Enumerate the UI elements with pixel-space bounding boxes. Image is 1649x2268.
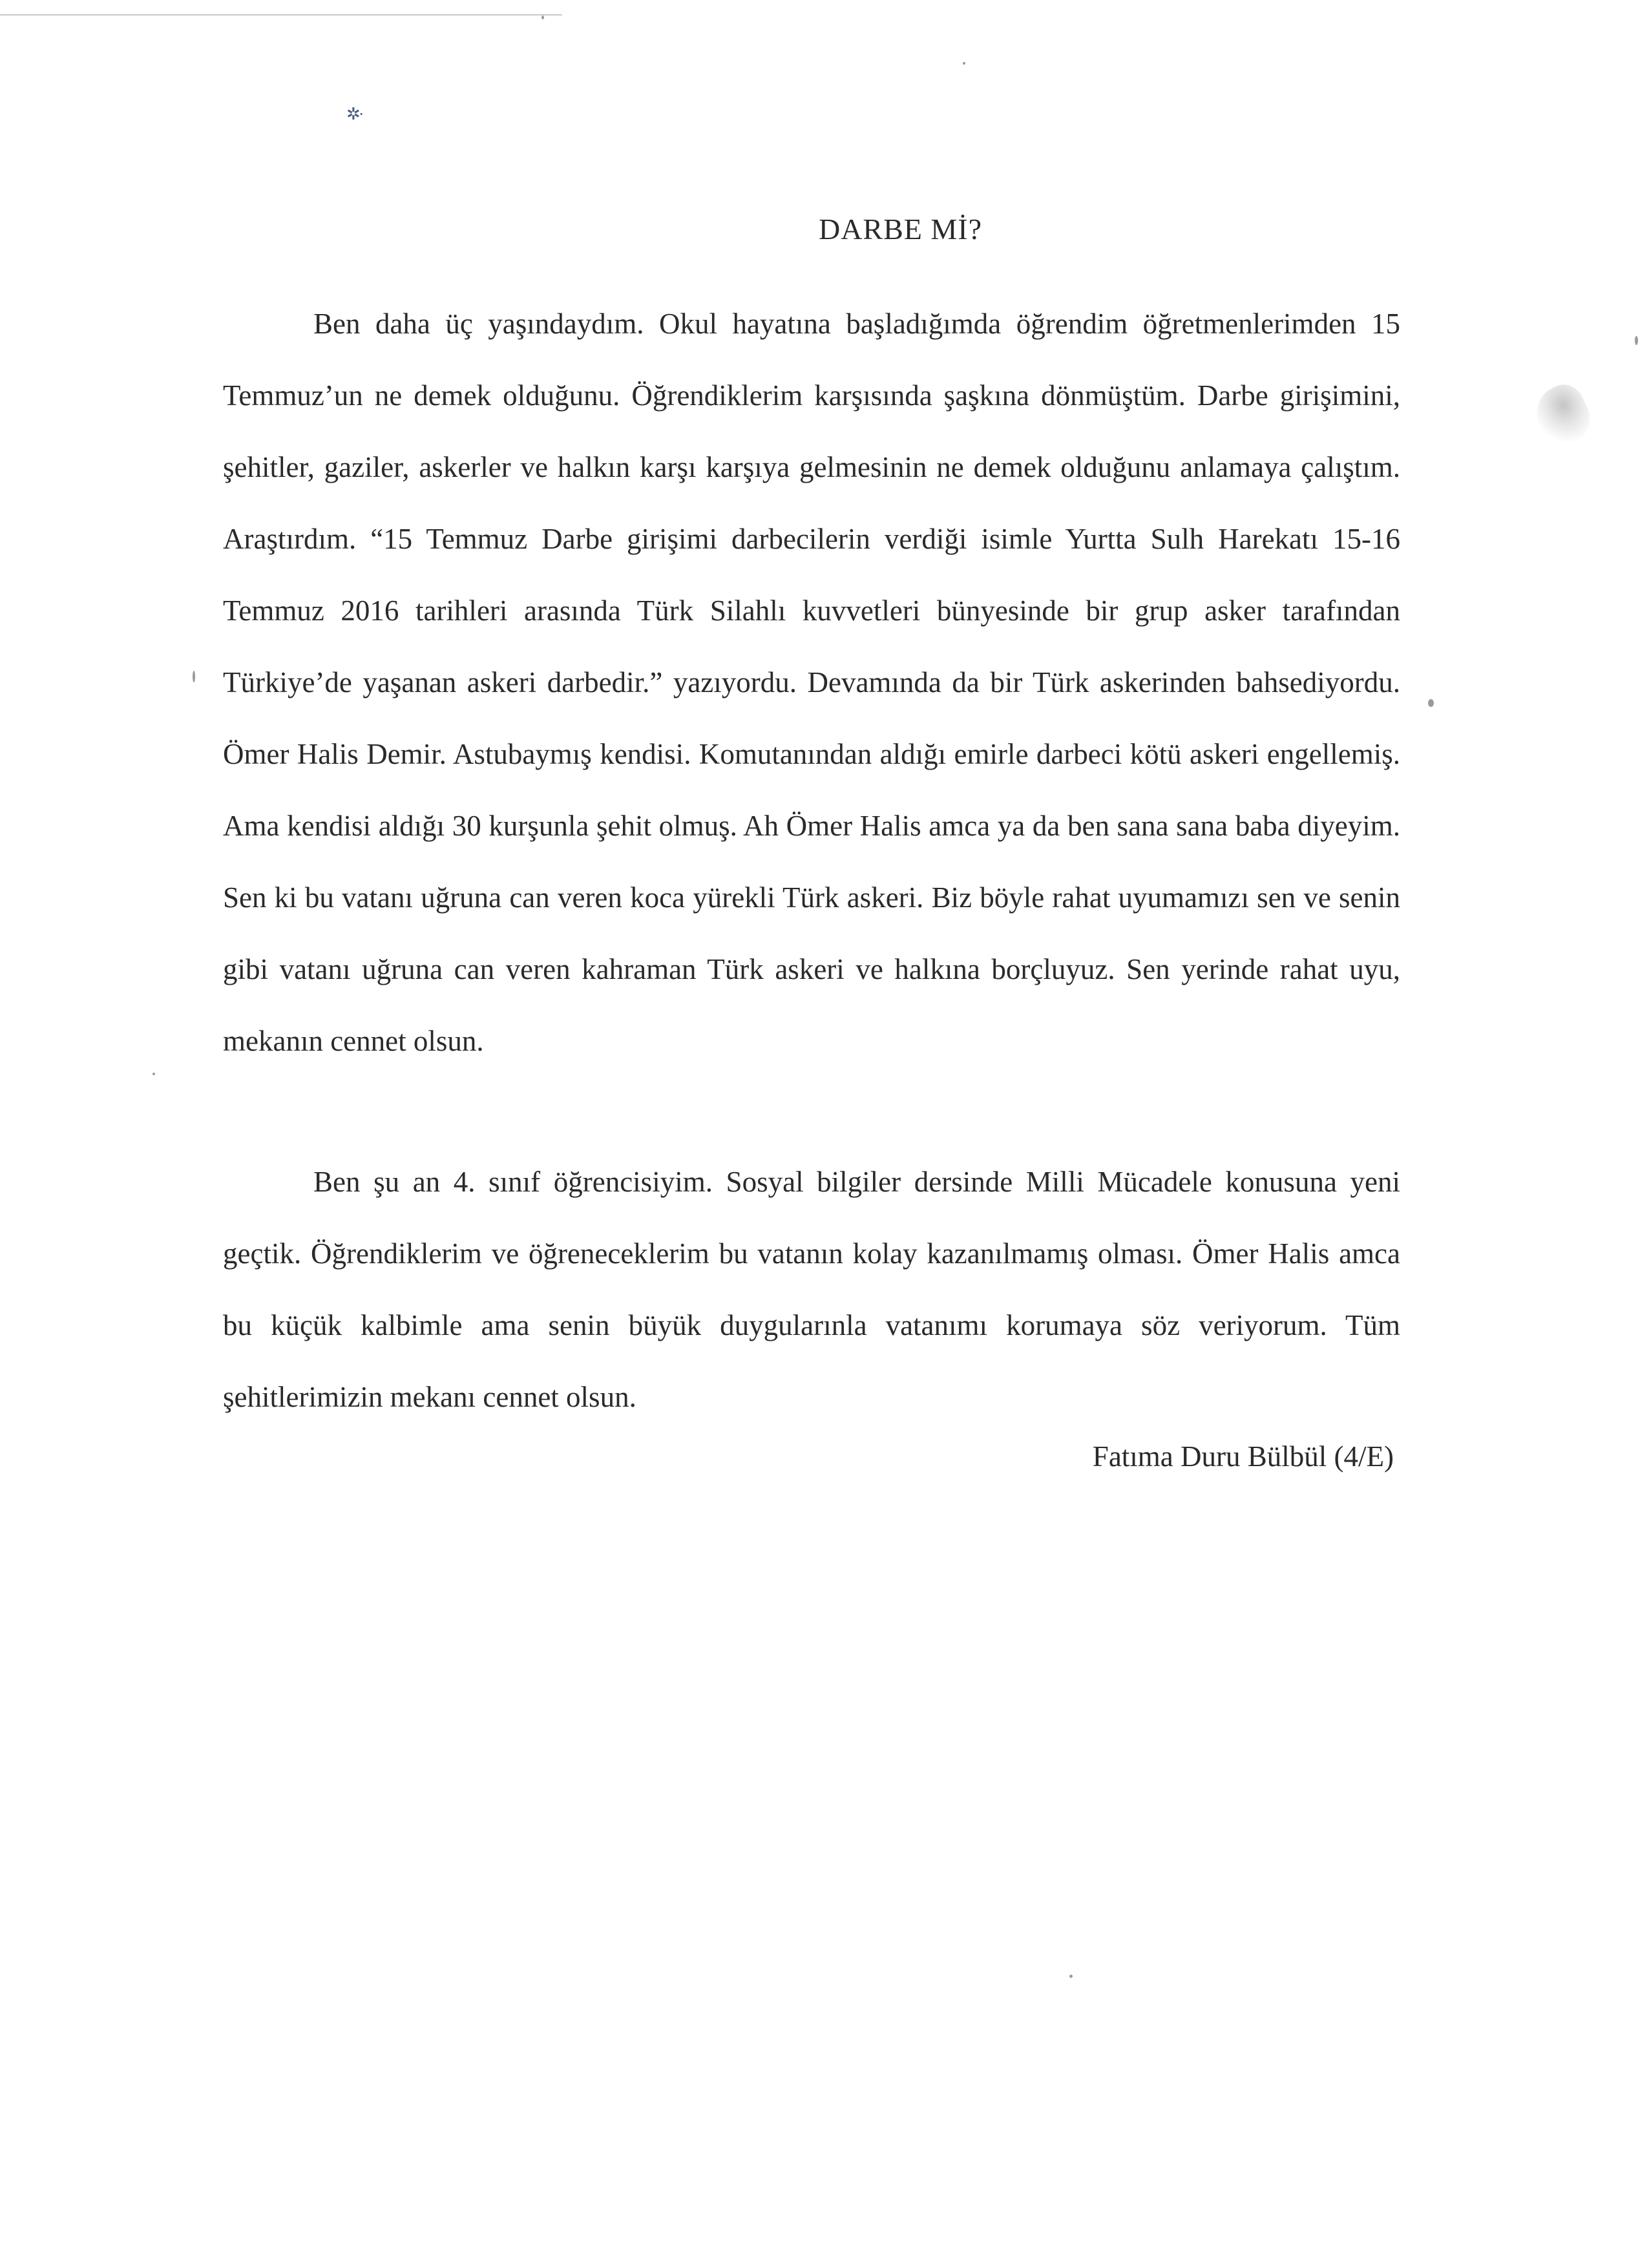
scan-speck [1428, 699, 1434, 707]
paragraph-first: Ben daha üç yaşındaydım. Okul hayatına başladığımda öğrendim öğretmenlerimden 15 Temmuz’un ne demek olduğunu. Öğrendiklerim karşısında şaşkına dönmüştüm. Darbe girişimini, şehitler, gaziler, askerler ve halkın karşı karşıya gelmesinin ne demek olduğunu anlamaya çalıştım. Araştırdım. “15 Temmuz Darbe girişimi darbecilerin verdiği isimle Yurtta Sulh Harekatı 15-16 Temmuz 2016 tarihleri arasında Türk Silahlı kuvvetleri bünyesinde bir grup asker tarafından Türkiye’de yaşanan askeri darbedir.” yazıyordu. Devamında da bir Türk askerinden bahsediyordu. Ömer Halis Demir. Astubaymış kendisi. Komutanından aldığı emirle darbeci kötü askeri engellemiş. Ama kendisi aldığı 30 kurşunla şehit olmuş. Ah Ömer Halis amca ya da ben sana sana baba diyeyim. Sen ki bu vatanı uğruna can veren koca yürekli Türk askeri. Biz böyle rahat uyumamızı sen ve senin gibi vatanı uğruna can veren kahraman Türk askeri ve halkına borçluyuz. Sen yerinde rahat uyu, mekanın cennet olsun. [223, 308, 1400, 1057]
scan-smudge [1527, 378, 1599, 452]
scan-speck [541, 16, 544, 19]
scan-speck [193, 671, 195, 682]
paragraph-second: Ben şu an 4. sınıf öğrencisiyim. Sosyal bilgiler dersinde Milli Mücadele konusuna yeni geçtik. Öğrendiklerim ve öğreneceklerim bu vatanın kolay kazanılmamış olması. Ömer Halis amca bu küçük kalbimle ama senin büyük duygularınla vatanımı korumaya söz veriyorum. Tüm şehitlerimizin mekanı cennet olsun. [223, 1166, 1400, 1413]
document-title: DARBE Mİ? [818, 213, 983, 246]
scan-speck [1635, 336, 1638, 345]
author-signature: Fatıma Duru Bülbül (4/E) [1092, 1440, 1394, 1473]
ink-mark-icon: ✲· [346, 105, 362, 123]
scan-speck [152, 1073, 155, 1075]
scan-speck [1069, 1975, 1073, 1978]
scan-speck [963, 62, 965, 65]
scan-edge-line [0, 14, 562, 16]
